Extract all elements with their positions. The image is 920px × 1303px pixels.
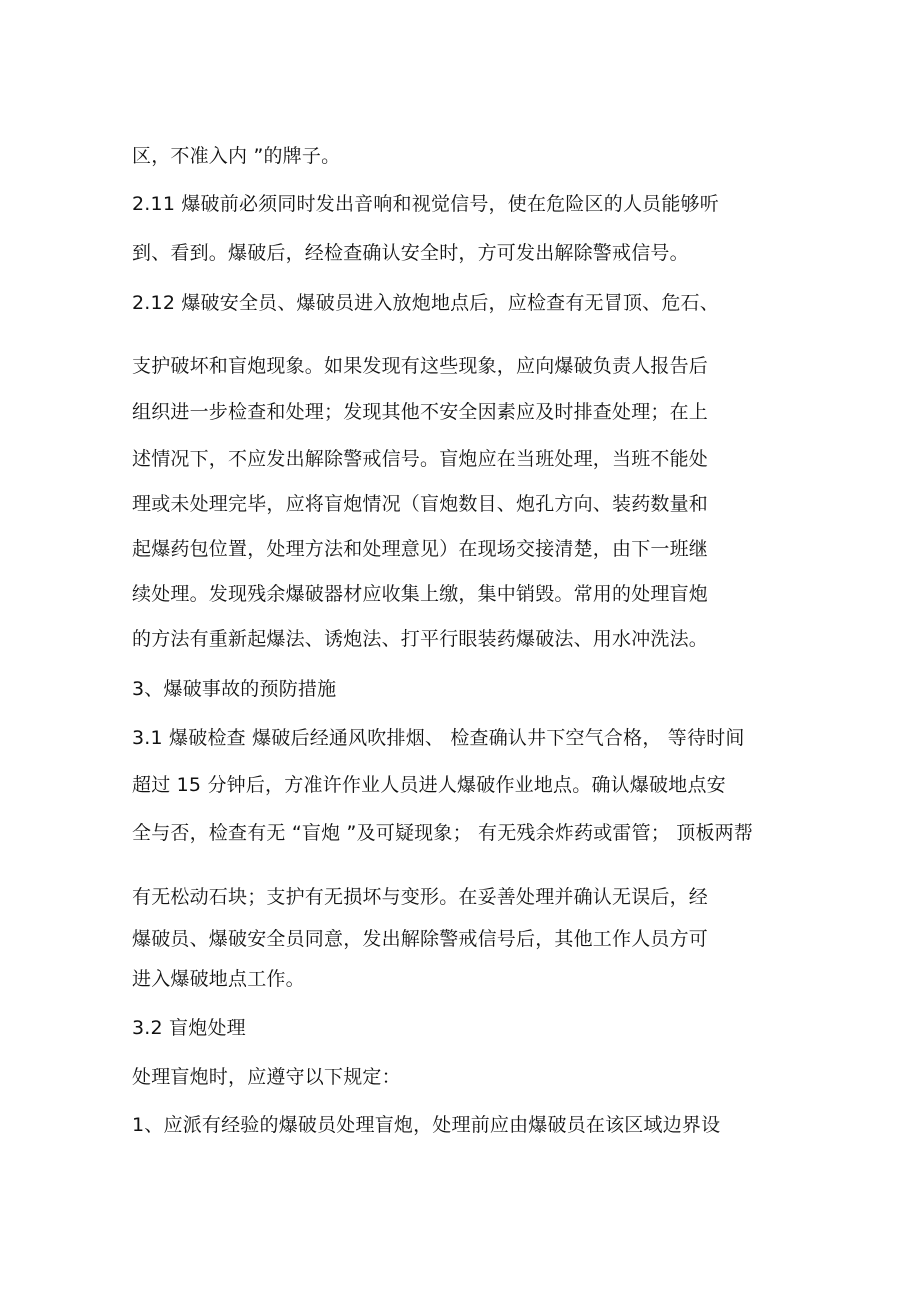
text-line: 有无松动石块；支护有无损坏与变形。在妥善处理并确认无误后，经 <box>132 886 709 908</box>
text-line: 爆破员、爆破安全员同意，发出解除警戒信号后，其他工作人员方可 <box>132 928 709 950</box>
subsection-heading: 3.2 盲炮处理 <box>132 1017 246 1039</box>
text-line: 起爆药包位置，处理方法和处理意见）在现场交接清楚，由下一班继 <box>132 538 709 560</box>
text-line: 2.12 爆破安全员、爆破员进入放炮地点后，应检查有无冒顶、危石、 <box>132 292 719 314</box>
text-line: 支护破坏和盲炮现象。如果发现有这些现象，应向爆破负责人报告后 <box>132 355 709 377</box>
text-line: 的方法有重新起爆法、诱炮法、打平行眼装药爆破法、用水冲洗法。 <box>132 628 709 650</box>
text-line: 处理盲炮时，应遵守以下规定： <box>132 1066 401 1088</box>
section-heading: 3、爆破事故的预防措施 <box>132 678 337 700</box>
text-line: 2.11 爆破前必须同时发出音响和视觉信号，使在危险区的人员能够听 <box>132 193 719 215</box>
text-line: 区，不准入内 ”的牌子。 <box>132 145 341 167</box>
text-line: 理或未处理完毕，应将盲炮情况（盲炮数目、炮孔方向、装药数量和 <box>132 493 709 515</box>
text-line: 超过 15 分钟后，方准许作业人员进人爆破作业地点。确认爆破地点安 <box>132 774 726 796</box>
text-line: 1、应派有经验的爆破员处理盲炮，处理前应由爆破员在该区域边界设 <box>132 1114 721 1136</box>
text-line: 3.1 爆破检查 爆破后经通风吹排烟、 检查确认井下空气合格， 等待时间 <box>132 727 745 749</box>
text-line: 进入爆破地点工作。 <box>132 968 305 990</box>
text-line: 到、看到。爆破后，经检查确认安全时，方可发出解除警戒信号。 <box>132 242 689 264</box>
text-line: 述情况下，不应发出解除警戒信号。盲炮应在当班处理，当班不能处 <box>132 448 709 470</box>
text-line: 续处理。发现残余爆破器材应收集上缴，集中销毁。常用的处理盲炮 <box>132 583 709 605</box>
text-line: 组织进一步检查和处理；发现其他不安全因素应及时排查处理；在上 <box>132 401 709 423</box>
text-line: 全与否，检查有无 “盲炮 ”及可疑现象； 有无残余炸药或雷管； 顶板两帮 <box>132 822 754 844</box>
